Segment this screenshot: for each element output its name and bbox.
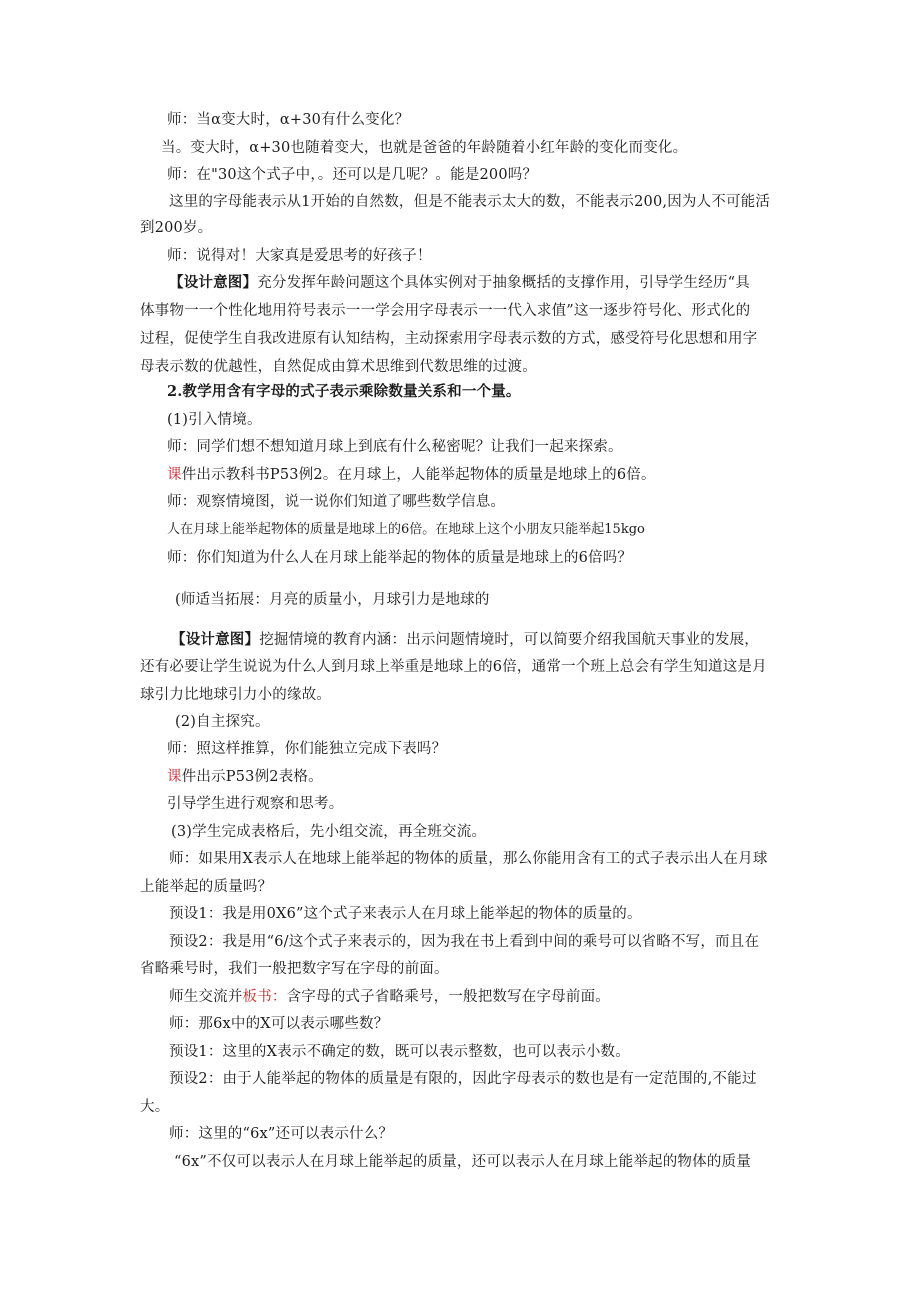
- paragraph: 师：照这样推算，你们能独立完成下表吗？: [167, 741, 447, 757]
- paragraph: (2)自主探究。: [175, 714, 270, 730]
- design-intent-paragraph: [171, 630, 759, 650]
- paragraph: 师：当α变大时，α+30有什么变化？: [167, 112, 410, 128]
- paragraph: 体事物一一个性化地用符号表示一一学会用字母表示一一代入求值”这一逐步符号化、形式化的: [140, 303, 751, 319]
- design-intent-label: 【设计意图】: [171, 631, 260, 648]
- paragraph: “6x”不仅可以表示人在月球上能举起的质量，还可以表示人在月球上能举起的物体的质量: [174, 1154, 751, 1170]
- paragraph: 引导学生进行观察和思考。: [167, 796, 344, 812]
- paragraph: 省略乘号时，我们一般把数字写在字母的前面。: [140, 961, 449, 977]
- paragraph-text: 件出示P53例2表格。: [181, 769, 323, 785]
- paragraph: (师适当拓展：月亮的质量小，月球引力是地球的: [175, 592, 490, 608]
- courseware-link[interactable]: 课: [167, 769, 182, 785]
- paragraph: 这里的字母能表示从1开始的自然数，但是不能表示太大的数，不能表示200,因为人不可能活: [169, 194, 771, 210]
- paragraph: 到200岁。: [140, 220, 213, 236]
- paragraph: 人在月球上能举起物体的质量是地球上的6倍。在地球上这个小朋友只能举起15kgo: [167, 522, 645, 537]
- paragraph: 预设1：我是用0X6”这个式子来表示人在月球上能举起的物体的质量的。: [169, 906, 642, 922]
- paragraph: 大。: [140, 1099, 170, 1115]
- paragraph: [167, 767, 323, 787]
- section-heading: 2.教学用含有字母的式子表示乘除数量关系和一个量。: [167, 383, 521, 400]
- design-intent-paragraph: [169, 273, 750, 293]
- design-intent-text: 充分发挥年龄问题这个具体实例对于抽象概括的支撑作用，引导学生经历“具: [257, 275, 750, 291]
- paragraph: [169, 987, 610, 1007]
- design-intent-label: 【设计意图】: [169, 274, 258, 291]
- paragraph: 还有必要让学生说说为什么人到月球上举重是地球上的6倍，通常一个班上总会有学生知道这是月: [140, 659, 767, 675]
- courseware-link[interactable]: 课: [167, 467, 182, 483]
- paragraph: (3)学生完成表格后，先小组交流，再全班交流。: [171, 824, 487, 840]
- paragraph: 过程，促使学生自我改进原有认知结构，主动探索用字母表示数的方式，感受符号化思想和用字: [140, 331, 758, 347]
- paragraph: 母表示数的优越性，自然促成由算术思维到代数思维的过渡。: [140, 359, 537, 375]
- paragraph-text: 件出示教科书P53例2。在月球上，人能举起物体的质量是地球上的6倍。: [181, 467, 656, 483]
- paragraph-text: 含字母的式子省略乘号，一般把数写在字母前面。: [286, 989, 611, 1005]
- paragraph: 当。变大时，α+30也随着变大，也就是爸爸的年龄随着小红年龄的变化而变化。: [161, 140, 688, 156]
- paragraph: 师：如果用X表示人在地球上能举起的物体的质量，那么你能用含有工的式子表示出人在月球: [169, 851, 768, 867]
- paragraph: 预设2：由于人能举起的物体的质量是有限的，因此字母表示的数也是有一定范围的,不能过: [169, 1071, 757, 1087]
- paragraph: 师：这里的“6x”还可以表示什么？: [169, 1126, 394, 1142]
- paragraph: 师：同学们想不想知道月球上到底有什么秘密呢？让我们一起来探索。: [167, 439, 623, 455]
- board-writing-link[interactable]: 板书：: [242, 989, 287, 1005]
- paragraph-text: 师生交流并: [169, 989, 243, 1005]
- paragraph: 预设1：这里的X表示不确定的数，既可以表示整数，也可以表示小数。: [169, 1044, 630, 1060]
- paragraph: 上能举起的质量吗？: [140, 879, 273, 895]
- paragraph: 师：在"30这个式子中，。还可以是几呢？。能是200吗？: [167, 167, 538, 183]
- paragraph: (1)引入情境。: [167, 412, 262, 428]
- paragraph: 师：说得对！大家真是爱思考的好孩子！: [167, 248, 432, 264]
- paragraph: 预设2：我是用“6/这个式子来表示的，因为我在书上看到中间的乘号可以省略不写，而且在: [169, 934, 760, 950]
- paragraph: 师：你们知道为什么人在月球上能举起的物体的质量是地球上的6倍吗？: [167, 550, 633, 566]
- paragraph: 师：那6x中的X可以表示哪些数？: [169, 1016, 389, 1032]
- paragraph: 球引力比地球引力小的缘故。: [140, 687, 332, 703]
- paragraph: 师：观察情境图，说一说你们知道了哪些数学信息。: [167, 494, 506, 510]
- paragraph: [167, 465, 656, 485]
- design-intent-text: 挖掘情境的教育内涵：出示问题情境时，可以简要介绍我国航天事业的发展，: [259, 632, 759, 648]
